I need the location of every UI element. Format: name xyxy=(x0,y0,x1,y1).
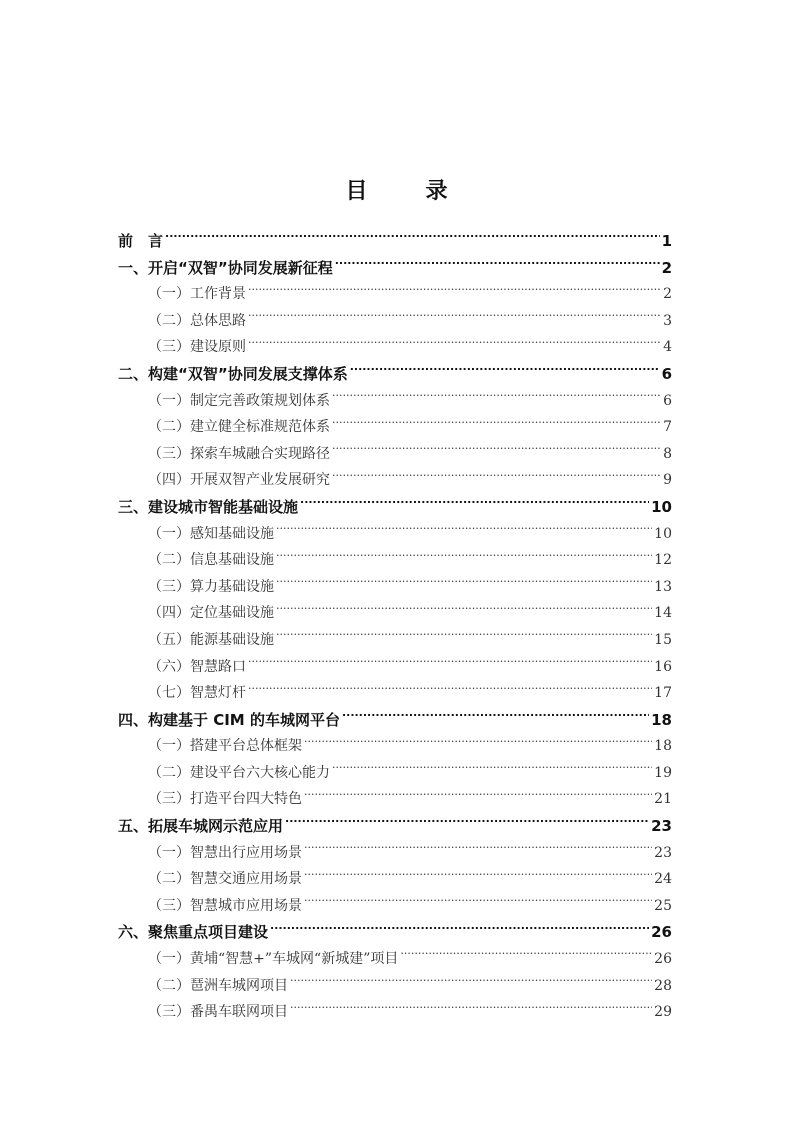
toc-section-entry[interactable] xyxy=(118,866,672,893)
toc-section-entry[interactable] xyxy=(118,840,672,867)
toc-section-entry[interactable] xyxy=(118,574,672,601)
toc-page-number: 29 xyxy=(654,1004,672,1021)
toc-section-entry[interactable] xyxy=(118,600,672,627)
toc-entry-text: （三）番禺车联网项目 xyxy=(148,1004,288,1021)
dot-leader xyxy=(304,869,652,883)
dot-leader xyxy=(276,550,652,564)
dot-leader xyxy=(304,789,652,803)
toc-entry-text: （二）信息基础设施 xyxy=(148,552,274,569)
toc-page-number: 3 xyxy=(663,312,672,329)
toc-entry-text: （二）建设平台六大核心能力 xyxy=(148,764,330,781)
toc-chapter-entry[interactable] xyxy=(118,361,672,388)
toc-section-entry[interactable] xyxy=(118,654,672,681)
toc-entry-text: 五、拓展车城网示范应用 xyxy=(118,817,284,836)
dot-leader xyxy=(248,657,652,671)
toc-section-entry[interactable] xyxy=(118,786,672,813)
toc-entry-text: （二）建立健全标准规范体系 xyxy=(148,419,330,436)
dot-leader xyxy=(335,258,660,273)
toc-entry-text: （四）开展双智产业发展研究 xyxy=(148,472,330,489)
dot-leader xyxy=(276,630,652,644)
toc-section-entry[interactable] xyxy=(118,441,672,468)
toc-entry-text: 四、构建基于 CIM 的车城网平台 xyxy=(118,710,340,729)
dot-leader xyxy=(290,1002,652,1016)
toc-chapter-entry[interactable] xyxy=(118,255,672,282)
toc-entry-text: （一）智慧出行应用场景 xyxy=(148,844,302,861)
toc-section-entry[interactable] xyxy=(118,308,672,335)
toc-entry-text: 一、开启“双智”协同发展新征程 xyxy=(118,258,333,277)
toc-page-number: 23 xyxy=(654,844,672,861)
toc-entry-text: （三）智慧城市应用场景 xyxy=(148,897,302,914)
toc-entry-text: 六、聚焦重点项目建设 xyxy=(118,923,269,942)
toc-entry-text: （一）制定完善政策规划体系 xyxy=(148,392,330,409)
dot-leader xyxy=(276,524,652,538)
toc-section-entry[interactable] xyxy=(118,627,672,654)
toc-page-number: 12 xyxy=(654,552,672,569)
dot-leader xyxy=(304,736,652,750)
table-of-contents xyxy=(118,228,672,1026)
toc-page-number: 9 xyxy=(663,472,672,489)
dot-leader xyxy=(332,417,661,431)
toc-chapter-entry[interactable] xyxy=(118,228,672,255)
dot-leader xyxy=(332,391,661,405)
toc-page-number: 17 xyxy=(654,685,672,702)
toc-page-number: 6 xyxy=(663,392,672,409)
dot-leader xyxy=(342,710,649,725)
toc-page-number: 28 xyxy=(654,977,672,994)
toc-entry-text: （二）琶洲车城网项目 xyxy=(148,977,288,994)
toc-section-entry[interactable] xyxy=(118,946,672,973)
toc-title: 目 录 xyxy=(345,178,466,204)
dot-leader xyxy=(304,843,652,857)
toc-page-number: 21 xyxy=(654,791,672,808)
toc-entry-text: （一）黄埔“智慧+”车城网“新城建”项目 xyxy=(148,951,399,968)
dot-leader xyxy=(332,470,661,484)
toc-page-number: 26 xyxy=(654,951,672,968)
toc-entry-text: （一）感知基础设施 xyxy=(148,525,274,542)
toc-entry-text: 三、建设城市智能基础设施 xyxy=(118,497,299,516)
dot-leader xyxy=(248,337,661,351)
dot-leader xyxy=(276,577,652,591)
dot-leader xyxy=(400,949,652,963)
toc-entry-text: （六）智慧路口 xyxy=(148,658,246,675)
toc-section-entry[interactable] xyxy=(118,521,672,548)
toc-entry-text: （五）能源基础设施 xyxy=(148,631,274,648)
toc-page-number: 6 xyxy=(661,364,672,383)
dot-leader xyxy=(332,444,661,458)
dot-leader xyxy=(248,311,661,325)
dot-leader xyxy=(304,896,652,910)
toc-section-entry[interactable] xyxy=(118,680,672,707)
toc-entry-text: 二、构建“双智”协同发展支撑体系 xyxy=(118,364,348,383)
toc-section-entry[interactable] xyxy=(118,414,672,441)
toc-chapter-entry[interactable] xyxy=(118,707,672,734)
toc-page-number: 18 xyxy=(651,710,672,729)
toc-page-number: 15 xyxy=(654,631,672,648)
toc-section-entry[interactable] xyxy=(118,893,672,920)
toc-section-entry[interactable] xyxy=(118,334,672,361)
toc-page-number: 1 xyxy=(661,232,672,250)
toc-entry-text: （七）智慧灯杆 xyxy=(148,685,246,702)
toc-section-entry[interactable] xyxy=(118,547,672,574)
toc-entry-text: （三）算力基础设施 xyxy=(148,578,274,595)
toc-page-number: 24 xyxy=(654,871,672,888)
toc-section-entry[interactable] xyxy=(118,733,672,760)
toc-chapter-entry[interactable] xyxy=(118,494,672,521)
dot-leader xyxy=(300,497,649,512)
toc-page-number: 18 xyxy=(654,738,672,755)
toc-entry-text: （二）总体思路 xyxy=(148,312,246,329)
toc-page-number: 2 xyxy=(661,258,672,277)
dot-leader xyxy=(332,763,652,777)
toc-page-number: 16 xyxy=(654,658,672,675)
toc-section-entry[interactable] xyxy=(118,388,672,415)
toc-chapter-entry[interactable] xyxy=(118,919,672,946)
toc-page-number: 8 xyxy=(663,445,672,462)
toc-entry-text: （一）工作背景 xyxy=(148,286,246,303)
toc-entry-text: （三）建设原则 xyxy=(148,339,246,356)
toc-page-number: 23 xyxy=(651,817,672,836)
dot-leader xyxy=(248,683,652,697)
toc-section-entry[interactable] xyxy=(118,281,672,308)
toc-section-entry[interactable] xyxy=(118,467,672,494)
toc-entry-text: 前 言 xyxy=(118,232,164,250)
dot-leader xyxy=(276,603,652,617)
toc-section-entry[interactable] xyxy=(118,999,672,1026)
toc-entry-text: （三）探索车城融合实现路径 xyxy=(148,445,330,462)
toc-page-number: 14 xyxy=(654,605,672,622)
toc-entry-text: （三）打造平台四大特色 xyxy=(148,791,302,808)
dot-leader xyxy=(290,976,652,990)
toc-entry-text: （一）搭建平台总体框架 xyxy=(148,738,302,755)
toc-section-entry[interactable] xyxy=(118,973,672,1000)
toc-entry-text: （二）智慧交通应用场景 xyxy=(148,871,302,888)
toc-page-number: 2 xyxy=(663,286,672,303)
toc-section-entry[interactable] xyxy=(118,760,672,787)
toc-page-number: 19 xyxy=(654,764,672,781)
toc-page-number: 25 xyxy=(654,897,672,914)
dot-leader xyxy=(248,284,661,298)
toc-page-number: 4 xyxy=(663,339,672,356)
toc-page-number: 10 xyxy=(651,497,672,516)
toc-page-number: 7 xyxy=(663,419,672,436)
toc-entry-text: （四）定位基础设施 xyxy=(148,605,274,622)
toc-page-number: 10 xyxy=(654,525,672,542)
toc-chapter-entry[interactable] xyxy=(118,813,672,840)
dot-leader xyxy=(165,231,660,246)
dot-leader xyxy=(350,364,660,379)
toc-page-number: 13 xyxy=(654,578,672,595)
dot-leader xyxy=(285,816,649,831)
dot-leader xyxy=(270,922,649,937)
toc-page-number: 26 xyxy=(651,923,672,942)
